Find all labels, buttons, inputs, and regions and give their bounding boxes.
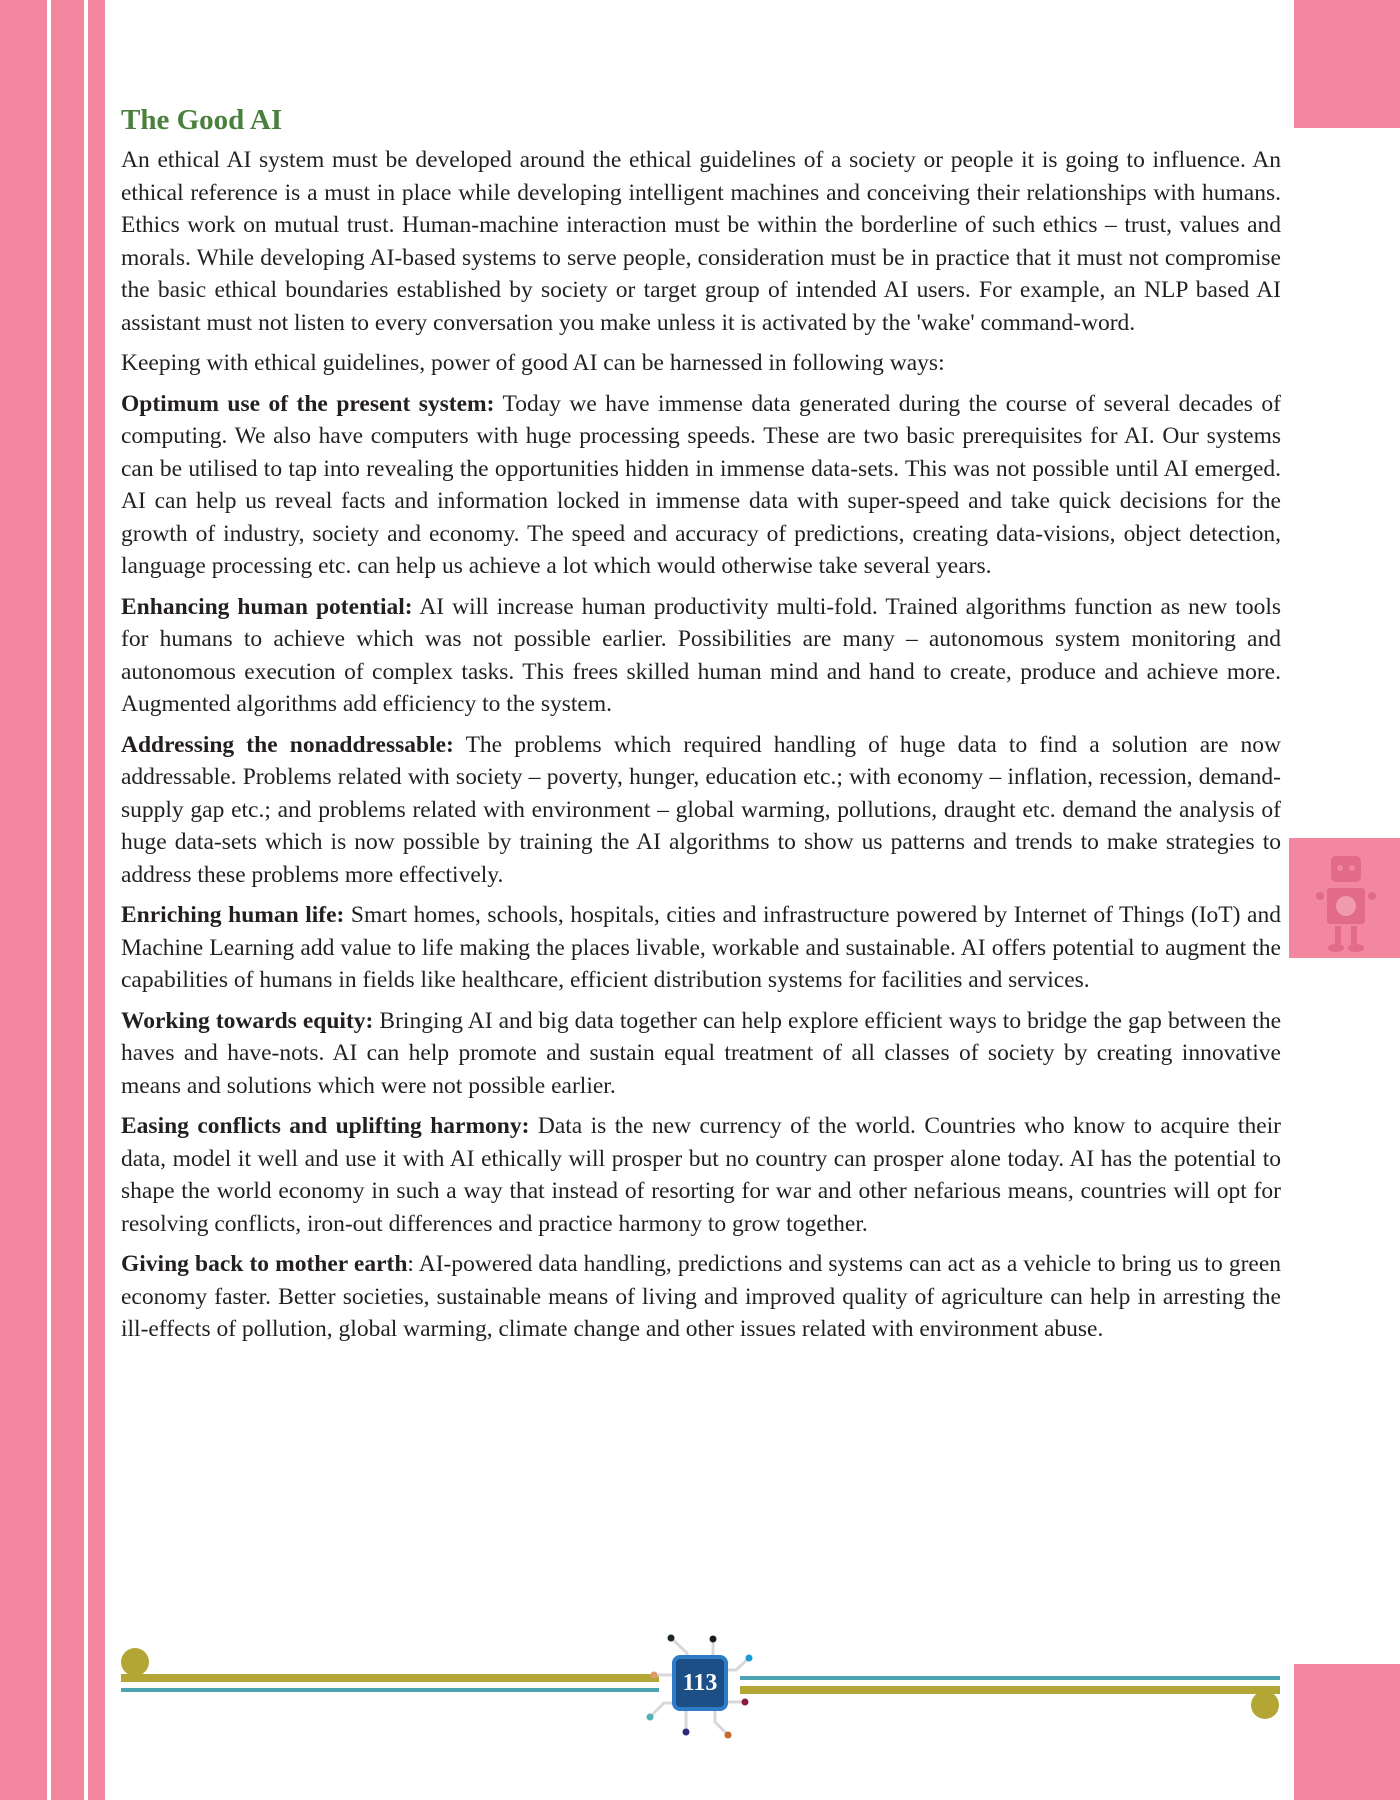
page-content [121, 100, 1281, 1354]
item-text: Data is the new currency of the world. Countries who know to acquire their data, model it well and use it with AI ethically will prosper but no country can prosper alone today. AI has the potential to shape the world economy in such a way that instead of resorting for war and other nefarious means, countries will opt for resolving conflicts, iron-out differences and practice harmony to grow together. [121, 1113, 1281, 1237]
footer-dot-right [1251, 1691, 1279, 1719]
item-term: Working towards equity: [121, 1007, 374, 1034]
footer-line [740, 1676, 1280, 1680]
robot-icon [1289, 838, 1400, 958]
item-text: Smart homes, schools, hospitals, cities and infrastructure powered by Internet of Things (IoT) and Machine Learning add value to life making the places livable, workable and sustainable. AI offers potential to augment the capabilities of humans in fields like healthcare, efficient distribution systems for facilities and services. [121, 902, 1281, 993]
item-term: Optimum use of the present system: [121, 390, 495, 417]
corner-tab-bottom [1294, 1664, 1400, 1800]
footer-line [740, 1686, 1280, 1694]
item-term: Enhancing human potential: [121, 593, 413, 620]
item-text: Today we have immense data generated during the course of several decades of computing. We also have computers with huge processing speeds. These are two basic prerequisites for AI. Our systems can be utilised to tap into revealing the opportunities hidden in immense data-sets. This was not possible until AI emerged. AI can help us reveal facts and information locked in immense data with super-speed and take quick decisions for the growth of industry, society and economy. The speed and accuracy of predictions, creating data-visions, object detection, language processing etc. can help us achieve a lot which would otherwise take several years. [121, 390, 1281, 579]
list-item [121, 1248, 1281, 1346]
list-item [121, 899, 1281, 997]
footer-dot-left [121, 1648, 149, 1676]
page-number: 113 [672, 1655, 728, 1711]
list-item [121, 388, 1281, 583]
item-term: Addressing the nonaddressable: [121, 731, 454, 758]
intro-paragraph: An ethical AI system must be developed around the ethical guidelines of a society or people it is going to influence. An ethical reference is a must in place while developing intelligent machines and conceiving their relationships with humans. Ethics work on mutual trust. Human-machine interaction must be within the borderline of such ethics – trust, values and morals. While developing AI-based systems to serve people, consideration must be in practice that it must not compromise the basic ethical boundaries established by society or target group of intended AI users. For example, an NLP based AI assistant must not listen to every conversation you make unless it is activated by the 'wake' command-word. [121, 147, 1281, 336]
item-term: Easing conflicts and uplifting harmony: [121, 1113, 530, 1139]
footer-line [121, 1674, 659, 1682]
lead-paragraph: Keeping with ethical guidelines, power of good AI can be harnessed in following ways: [121, 350, 945, 376]
corner-tab-top [1294, 0, 1400, 128]
list-item [121, 1110, 1281, 1240]
item-text: The problems which required handling of huge data to find a solution are now addressable. Problems related with society – poverty, hunger, education etc.; with economy – inflation, recession, demand-supply gap etc.; and problems related with environment – global warming, pollutions, draught etc. demand the analysis of huge data-sets which is now possible by training the AI algorithms to show us patterns and trends to make strategies to address these problems more effectively. [121, 731, 1281, 888]
item-term: Giving back to mother earth [121, 1251, 408, 1277]
robot-tab [1289, 838, 1400, 958]
left-border-strip [88, 0, 105, 1800]
item-text: : AI-powered data handling, predictions and systems can act as a vehicle to bring us to green economy faster. Better societies, sustainable means of living and improved quality of agriculture can help in arresting the ill-effects of pollution, global warming, climate change and other issues related with environment abuse. [121, 1251, 1282, 1342]
item-text: Bringing AI and big data together can help explore efficient ways to bridge the gap between the haves and have-nots. AI can help promote and sustain equal treatment of all classes of society by creating innovative means and solutions which were not possible earlier. [121, 1007, 1282, 1099]
left-border-strip [51, 0, 84, 1800]
left-border-strip [0, 0, 47, 1800]
list-item [121, 591, 1281, 721]
item-term: Enriching human life: [121, 902, 345, 928]
item-text: AI will increase human productivity multi-fold. Trained algorithms function as new tools for humans to achieve which was not possible earlier. Possibilities are many – autonomous system monitoring and autonomous execution of complex tasks. This frees skilled human mind and hand to create, produce and achieve more. Augmented algorithms add efficiency to the system. [121, 593, 1281, 717]
section-title: The Good AI [121, 104, 283, 136]
list-item [121, 729, 1281, 892]
footer-line [121, 1688, 659, 1692]
list-item [121, 1005, 1281, 1103]
